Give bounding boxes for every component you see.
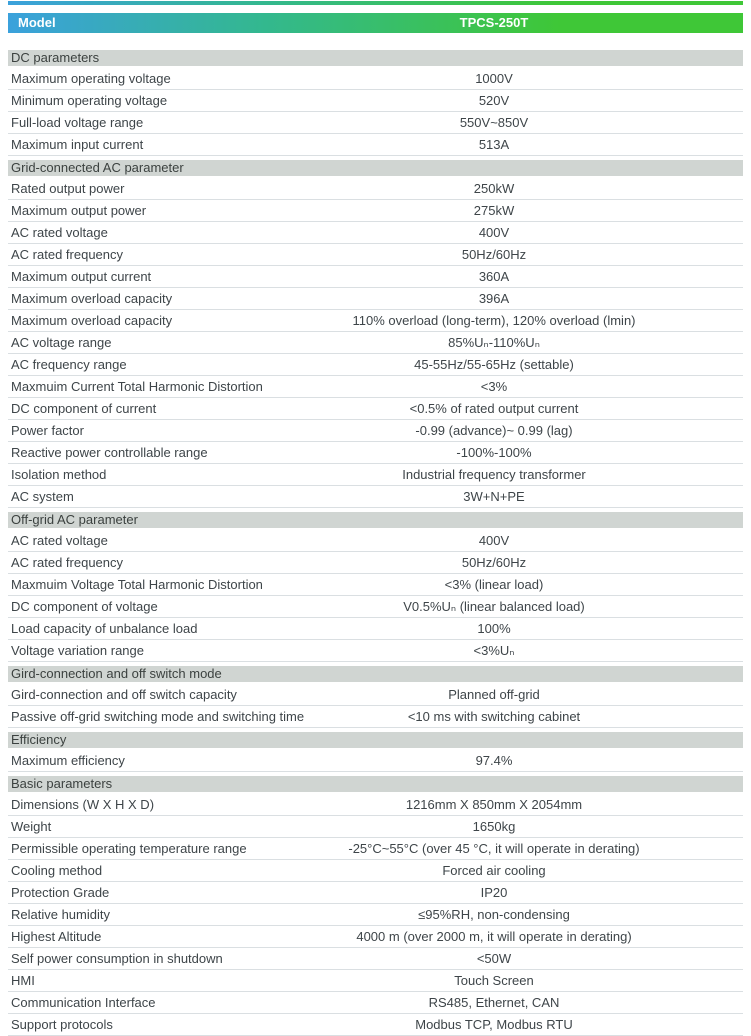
spec-parameter-value: 1650kg <box>472 819 516 834</box>
spec-row <box>8 794 743 816</box>
spec-row <box>8 464 743 486</box>
spec-parameter-value: 400V <box>478 533 510 548</box>
section-title: Efficiency <box>11 732 67 747</box>
spec-parameter-label: Highest Altitude <box>11 929 102 944</box>
spec-parameter-label: Maximum output power <box>11 203 147 218</box>
spec-parameter-value: Forced air cooling <box>442 863 546 878</box>
table-section <box>8 156 743 508</box>
spec-parameter-value: 520V <box>478 93 510 108</box>
spec-parameter-value: 1216mm X 850mm X 2054mm <box>405 797 583 812</box>
spec-parameter-value: <0.5% of rated output current <box>409 401 579 416</box>
spec-table <box>8 13 743 1036</box>
spec-parameter-value: Touch Screen <box>454 973 534 988</box>
section-header-row <box>8 508 743 530</box>
spec-row <box>8 640 743 662</box>
spec-row <box>8 684 743 706</box>
spec-parameter-label: Communication Interface <box>11 995 156 1010</box>
spec-parameter-label: Maximum operating voltage <box>11 71 171 86</box>
spec-row <box>8 816 743 838</box>
spec-parameter-label: Support protocols <box>11 1017 113 1032</box>
spec-parameter-label: Dimensions (W X H X D) <box>11 797 155 812</box>
spec-parameter-label: AC rated voltage <box>11 225 108 240</box>
spec-parameter-label: Self power consumption in shutdown <box>11 951 223 966</box>
section-header-row <box>8 156 743 178</box>
section-header-row <box>8 728 743 750</box>
spec-row <box>8 68 743 90</box>
spec-row <box>8 1014 743 1036</box>
table-body <box>8 46 743 1036</box>
spec-parameter-label: AC rated frequency <box>11 247 124 262</box>
spec-parameter-label: Voltage variation range <box>11 643 144 658</box>
spec-row <box>8 178 743 200</box>
spec-parameter-label: Protection Grade <box>11 885 110 900</box>
spec-parameter-label: Passive off-grid switching mode and switching time <box>11 709 305 724</box>
spec-parameter-label: Rated output power <box>11 181 125 196</box>
spec-row <box>8 706 743 728</box>
table-section <box>8 508 743 662</box>
section-title: DC parameters <box>11 50 100 65</box>
spec-row <box>8 288 743 310</box>
spec-parameter-value: 4000 m (over 2000 m, it will operate in derating) <box>356 929 632 944</box>
spec-row <box>8 398 743 420</box>
spec-parameter-label: Relative humidity <box>11 907 110 922</box>
spec-parameter-value: <10 ms with switching cabinet <box>407 709 581 724</box>
spec-parameter-value: <50W <box>476 951 512 966</box>
spec-row <box>8 530 743 552</box>
spec-parameter-label: DC component of current <box>11 401 157 416</box>
spec-row <box>8 266 743 288</box>
section-header-bar <box>8 160 743 176</box>
model-header-value: TPCS-250T <box>459 15 529 30</box>
spec-parameter-value: RS485, Ethernet, CAN <box>428 995 560 1010</box>
section-header-bar <box>8 732 743 748</box>
spec-row <box>8 750 743 772</box>
spec-parameter-label: Isolation method <box>11 467 107 482</box>
spec-parameter-label: Minimum operating voltage <box>11 93 168 108</box>
spec-row <box>8 838 743 860</box>
section-header-bar <box>8 50 743 66</box>
spec-row <box>8 596 743 618</box>
spec-parameter-label: Reactive power controllable range <box>11 445 208 460</box>
spec-parameter-value: 110% overload (long-term), 120% overload (lmin) <box>352 313 636 328</box>
spec-parameter-label: Maximum overload capacity <box>11 291 173 306</box>
section-header-bar <box>8 512 743 528</box>
section-header-row <box>8 46 743 68</box>
spec-row <box>8 486 743 508</box>
spec-row <box>8 618 743 640</box>
spec-row <box>8 310 743 332</box>
spec-parameter-value: V0.5%Uₙ (linear balanced load) <box>403 599 585 614</box>
section-title: Grid-connected AC parameter <box>11 160 184 175</box>
spec-parameter-label: Maximum overload capacity <box>11 313 173 328</box>
spec-row <box>8 420 743 442</box>
section-title: Off-grid AC parameter <box>11 512 138 527</box>
spec-parameter-label: AC rated frequency <box>11 555 124 570</box>
section-title: Basic parameters <box>11 776 113 791</box>
spec-parameter-value: Modbus TCP, Modbus RTU <box>415 1017 573 1032</box>
spec-row <box>8 926 743 948</box>
section-title: Gird-connection and off switch mode <box>11 666 222 681</box>
spec-parameter-label: HMI <box>11 973 35 988</box>
spec-row <box>8 882 743 904</box>
spec-row <box>8 222 743 244</box>
spec-row <box>8 552 743 574</box>
spec-parameter-label: Maxmuim Current Total Harmonic Distortion <box>11 379 263 394</box>
table-section <box>8 772 743 1036</box>
spec-row <box>8 332 743 354</box>
spec-row <box>8 90 743 112</box>
spec-parameter-value: 1000V <box>475 71 513 86</box>
spec-parameter-label: DC component of voltage <box>11 599 158 614</box>
spec-row <box>8 134 743 156</box>
spec-parameter-label: Maximum input current <box>11 137 144 152</box>
spec-parameter-value: Industrial frequency transformer <box>402 467 586 482</box>
spec-parameter-label: AC rated voltage <box>11 533 108 548</box>
spec-parameter-value: 97.4% <box>475 753 513 768</box>
spec-parameter-value: 400V <box>478 225 510 240</box>
table-header-row <box>8 13 743 33</box>
spec-row <box>8 376 743 398</box>
spec-row <box>8 112 743 134</box>
spec-row <box>8 904 743 926</box>
section-header-bar <box>8 776 743 792</box>
spec-row <box>8 992 743 1014</box>
spec-parameter-value: -100%-100% <box>456 445 532 460</box>
spec-parameter-value: 550V~850V <box>459 115 529 130</box>
spec-parameter-value: -0.99 (advance)~ 0.99 (lag) <box>415 423 573 438</box>
spec-row <box>8 860 743 882</box>
top-accent-line <box>8 1 743 5</box>
section-header-row <box>8 662 743 684</box>
spec-parameter-label: AC voltage range <box>11 335 112 350</box>
spec-parameter-label: Maximum output current <box>11 269 152 284</box>
section-header-bar <box>8 666 743 682</box>
table-section <box>8 662 743 728</box>
spec-row <box>8 354 743 376</box>
spec-parameter-value: 100% <box>477 621 511 636</box>
spec-parameter-label: Gird-connection and off switch capacity <box>11 687 237 702</box>
spec-parameter-label: AC frequency range <box>11 357 127 372</box>
table-section <box>8 46 743 156</box>
spec-parameter-value: 50Hz/60Hz <box>461 555 527 570</box>
spec-parameter-value: 45-55Hz/55-65Hz (settable) <box>414 357 574 372</box>
spec-parameter-value: 85%Uₙ-110%Uₙ <box>448 335 540 350</box>
spec-parameter-value: 360A <box>478 269 510 284</box>
spec-parameter-value: <3%Uₙ <box>473 643 515 658</box>
spec-parameter-label: Weight <box>11 819 52 834</box>
spec-row <box>8 970 743 992</box>
spec-row <box>8 244 743 266</box>
spec-parameter-value: <3% (linear load) <box>444 577 544 592</box>
spec-parameter-label: Maximum efficiency <box>11 753 125 768</box>
spec-parameter-label: Load capacity of unbalance load <box>11 621 198 636</box>
spec-parameter-value: IP20 <box>480 885 508 900</box>
spec-parameter-value: -25°C~55°C (over 45 °C, it will operate in derating) <box>348 841 640 856</box>
spec-parameter-value: Planned off-grid <box>448 687 540 702</box>
spec-parameter-value: <3% <box>480 379 508 394</box>
spec-parameter-label: Full-load voltage range <box>11 115 144 130</box>
spec-parameter-value: 396A <box>478 291 510 306</box>
spec-row <box>8 574 743 596</box>
section-header-row <box>8 772 743 794</box>
spec-parameter-label: Power factor <box>11 423 84 438</box>
model-header-label: Model <box>18 15 56 30</box>
spec-parameter-value: 3W+N+PE <box>463 489 525 504</box>
spec-parameter-value: 275kW <box>473 203 515 218</box>
spec-parameter-value: 50Hz/60Hz <box>461 247 527 262</box>
spec-parameter-label: AC system <box>11 489 74 504</box>
table-section <box>8 728 743 772</box>
spec-parameter-label: Maxmuim Voltage Total Harmonic Distortion <box>11 577 263 592</box>
spec-parameter-value: ≤95%RH, non-condensing <box>418 907 570 922</box>
spec-row <box>8 948 743 970</box>
spec-parameter-value: 513A <box>478 137 510 152</box>
spec-parameter-label: Permissible operating temperature range <box>11 841 247 856</box>
spec-row <box>8 442 743 464</box>
spec-parameter-value: 250kW <box>473 181 515 196</box>
spec-parameter-label: Cooling method <box>11 863 103 878</box>
spec-row <box>8 200 743 222</box>
